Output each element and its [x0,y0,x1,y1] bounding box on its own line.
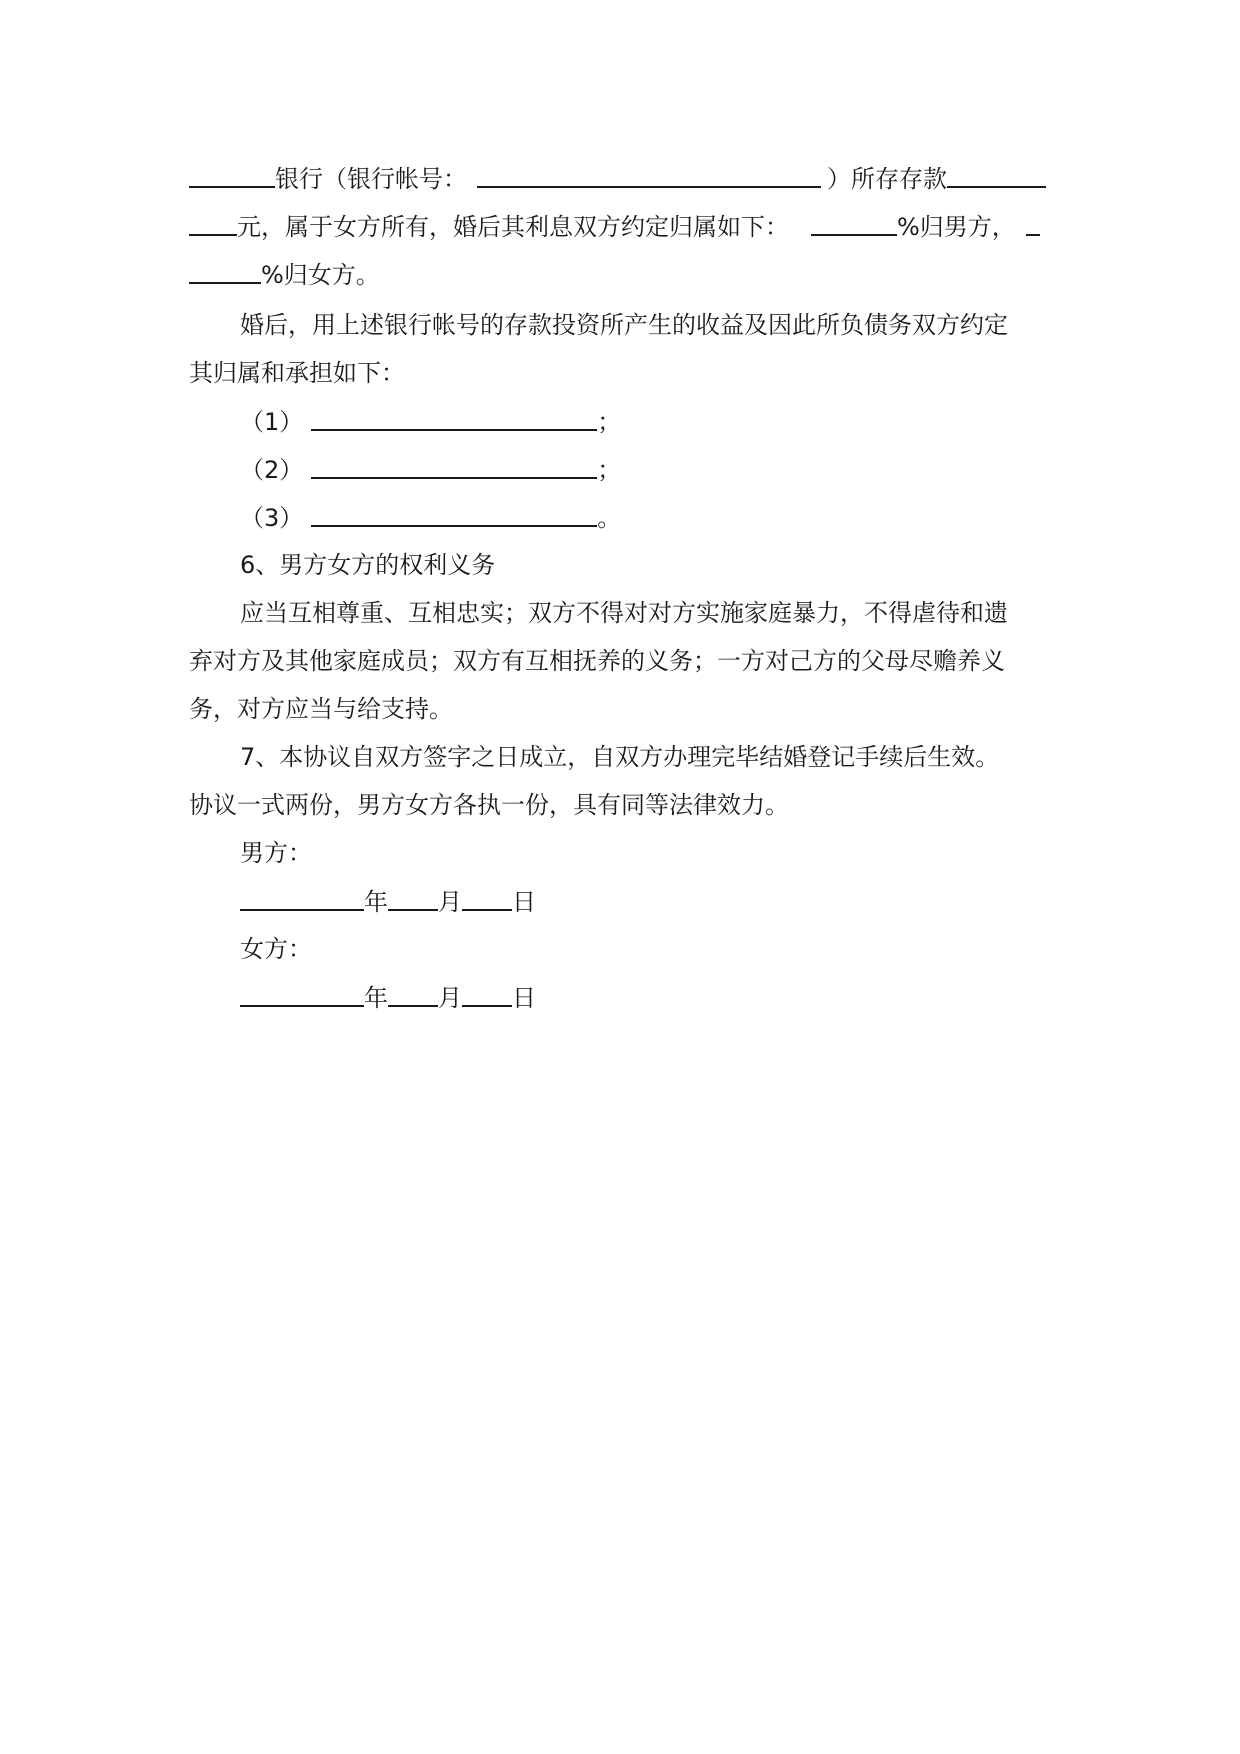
investment-item-3 [240,501,1060,533]
section-6-heading: 6、男方女方的权利义务 [240,551,496,579]
account-number-blank[interactable] [477,162,821,188]
female-day-blank[interactable] [462,981,512,1007]
male-year-blank[interactable] [240,885,364,911]
item-number: （1） [240,408,304,436]
year-label: 年 [364,984,388,1012]
ownership-text: 元，属于女方所有，婚后其利息双方约定归属如下： [237,213,789,241]
item-number: （2） [240,456,304,484]
item-end: 。 [597,504,622,532]
male-month-blank[interactable] [388,885,438,911]
item-3-blank[interactable] [311,501,597,527]
month-label: 月 [438,984,462,1012]
investment-clause-line-2: 其归属和承担如下： [189,359,405,387]
deposit-label: ）所存存款 [827,165,947,193]
female-share-blank-cont[interactable] [189,258,261,284]
male-day-blank[interactable] [462,885,512,911]
item-end: ； [597,456,622,484]
section-6-line-3: 务，对方应当与给支持。 [189,695,453,723]
female-share-label: %归女方。 [261,261,380,289]
male-date-line [240,885,1060,917]
day-label: 日 [512,984,536,1012]
investment-item-2 [240,453,1060,485]
investment-clause-line-1: 婚后，用上述银行帐号的存款投资所产生的收益及因此所负债务双方约定 [240,311,1008,339]
item-1-blank[interactable] [311,405,597,431]
bank-clause-line-2 [189,210,1059,242]
item-2-blank[interactable] [311,453,597,479]
investment-item-1 [240,405,1060,437]
section-7-line-1: 7、本协议自双方签字之日成立，自双方办理完毕结婚登记手续后生效。 [240,743,1000,771]
male-share-blank[interactable] [811,210,897,236]
female-date-line [240,981,1060,1013]
month-label: 月 [438,888,462,916]
male-signature-label: 男方： [240,839,312,867]
bank-clause-line-3 [189,258,1059,290]
bank-label: 银行（银行帐号： [275,165,467,193]
day-label: 日 [512,888,536,916]
bank-clause-line-1 [189,162,1059,194]
male-share-label: %归男方， [897,213,1016,241]
section-6-line-1: 应当互相尊重、互相忠实；双方不得对对方实施家庭暴力，不得虐待和遗 [240,599,1008,627]
female-month-blank[interactable] [388,981,438,1007]
year-label: 年 [364,888,388,916]
item-number: （3） [240,504,304,532]
female-share-blank[interactable] [1026,210,1040,236]
item-end: ； [597,408,622,436]
deposit-amount-blank-cont[interactable] [189,210,237,236]
bank-name-blank[interactable] [189,162,275,188]
section-6-line-2: 弃对方及其他家庭成员；双方有互相抚养的义务；一方对己方的父母尽赡养义 [189,647,1005,675]
deposit-amount-blank[interactable] [947,162,1046,188]
female-signature-label: 女方： [240,935,312,963]
section-7-line-2: 协议一式两份，男方女方各执一份，具有同等法律效力。 [189,791,789,819]
female-year-blank[interactable] [240,981,364,1007]
